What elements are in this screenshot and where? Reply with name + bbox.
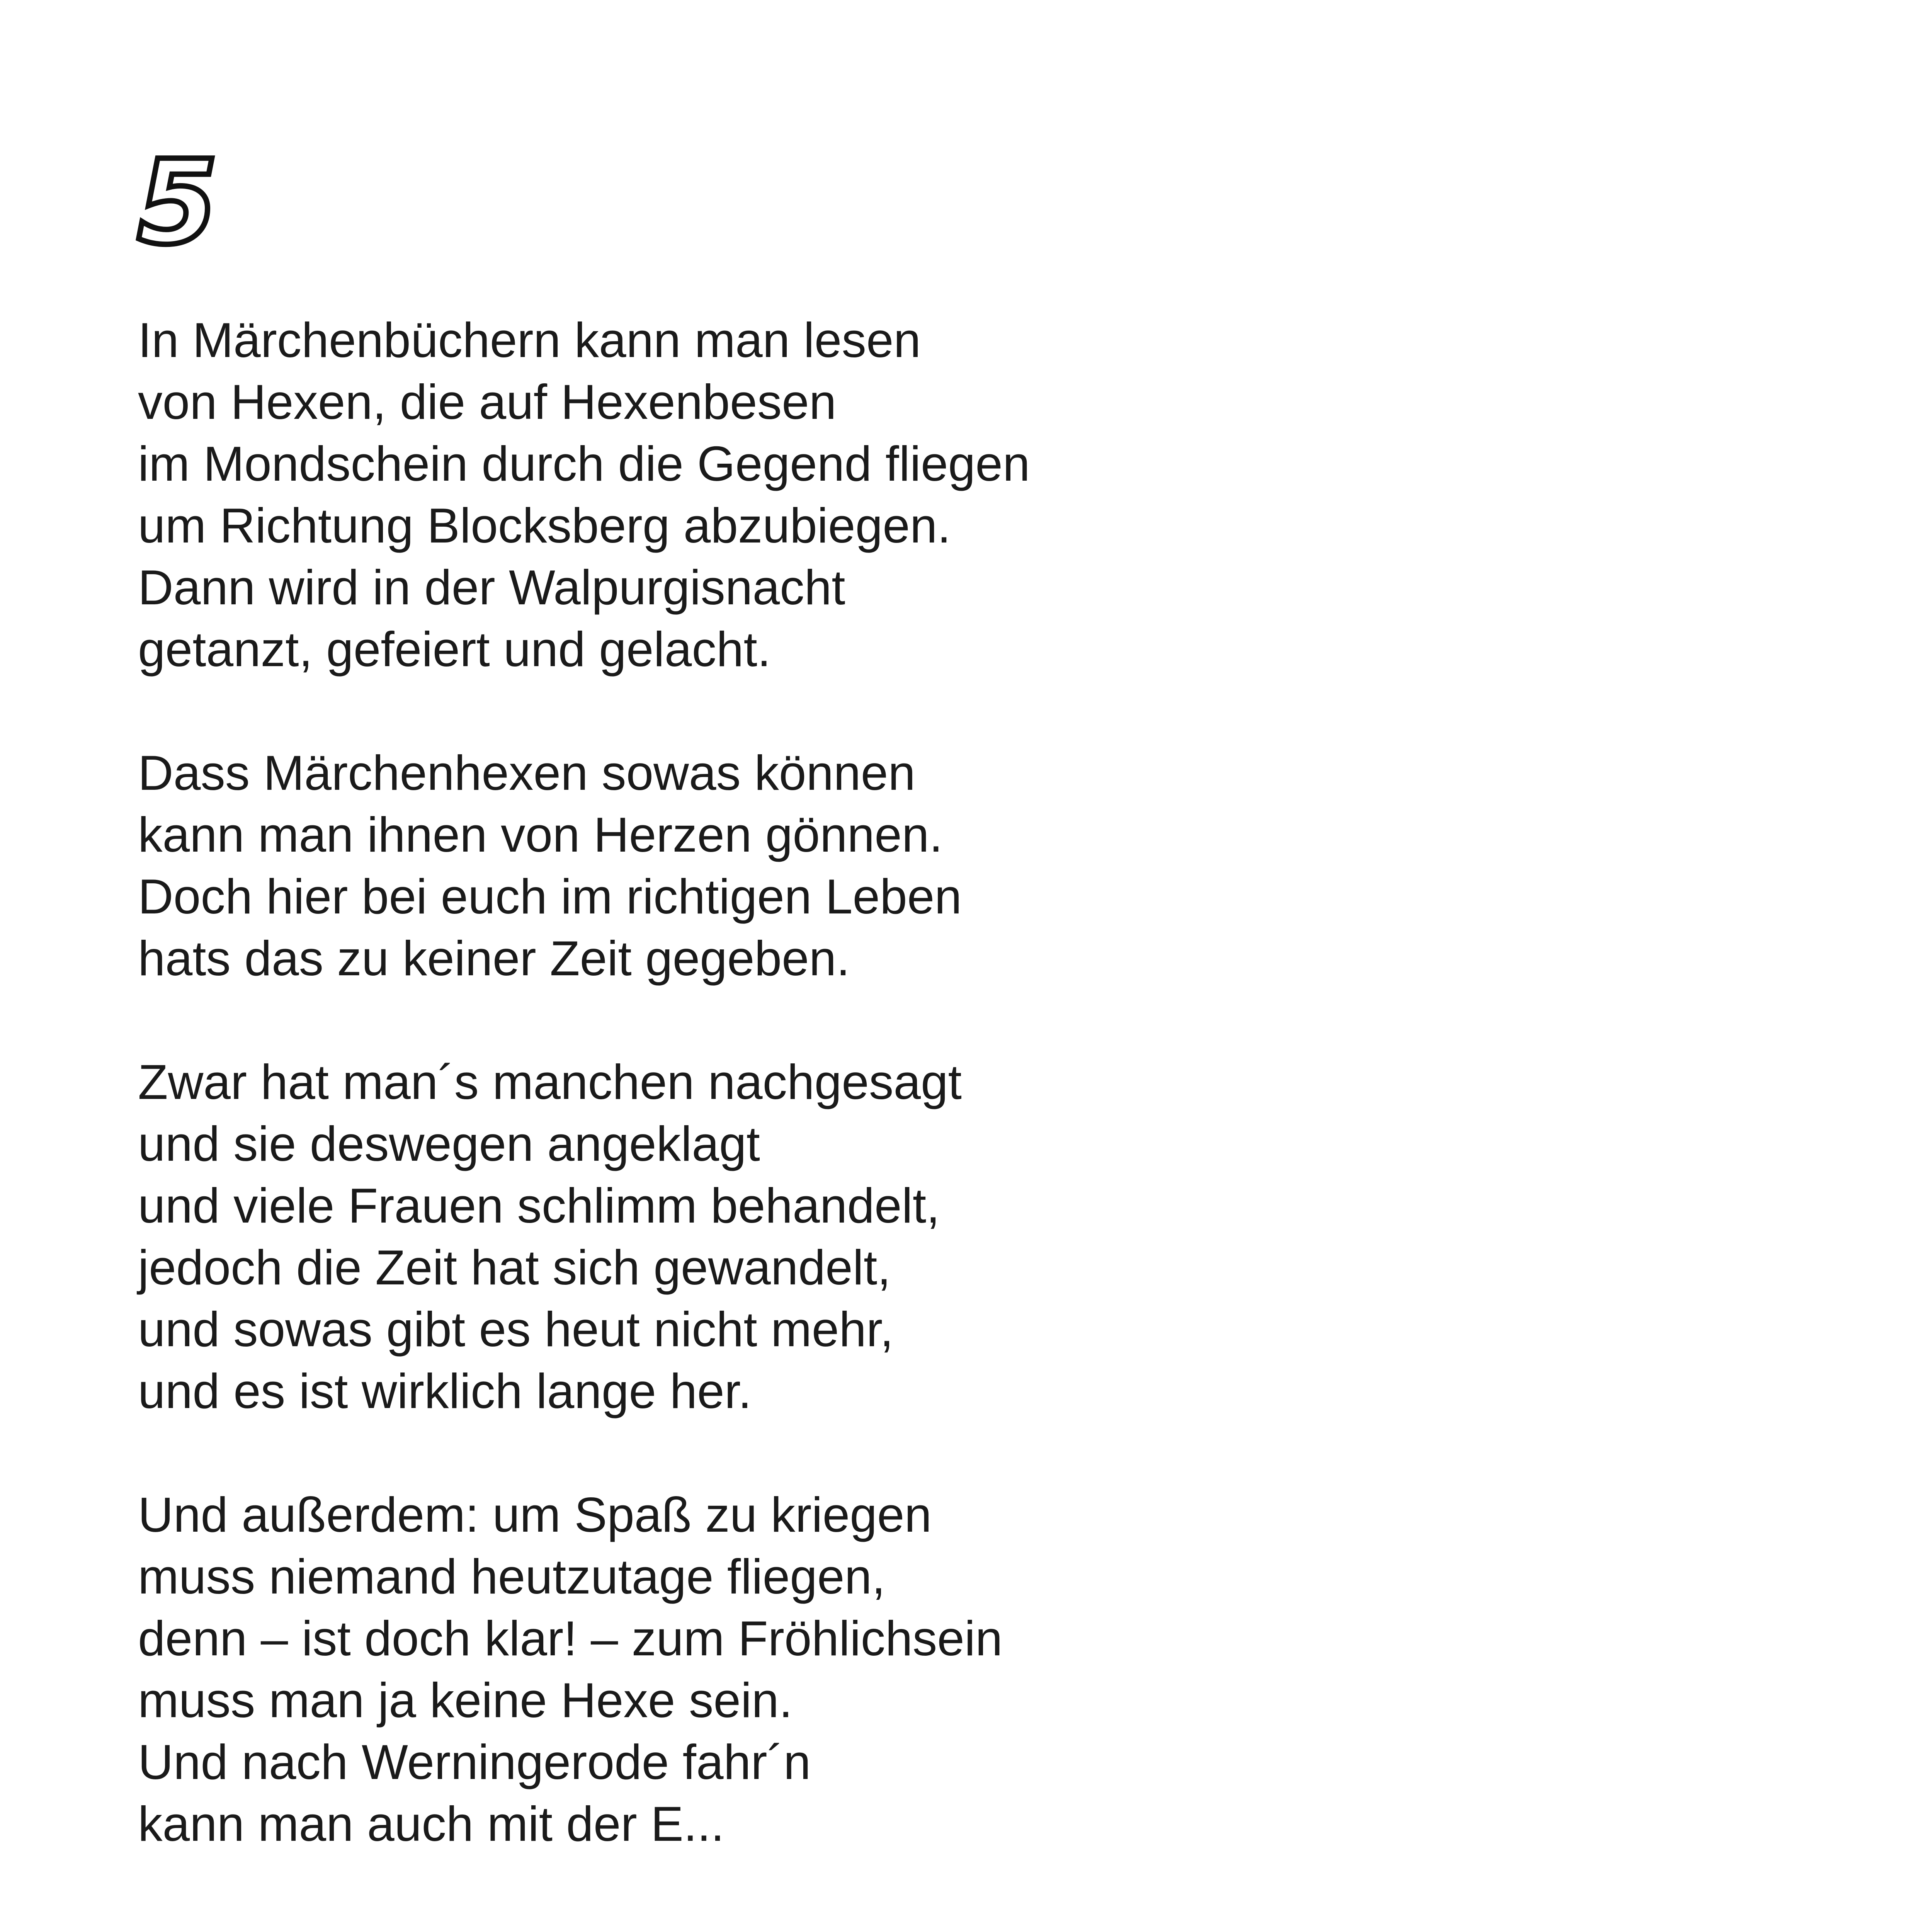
poem-line: Doch hier bei euch im richtigen Leben (138, 869, 962, 924)
poem-line: Dass Märchenhexen sowas können (138, 745, 915, 800)
poem-line: und es ist wirklich lange her. (138, 1364, 752, 1418)
poem-line: und sie deswegen angeklagt (138, 1116, 760, 1171)
poem-line: und sowas gibt es heut nicht mehr, (138, 1302, 894, 1357)
poem-line: um Richtung Blocksberg abzubiegen. (138, 498, 951, 553)
page-number: 5 (137, 135, 218, 270)
poem-line: getanzt, gefeiert und gelacht. (138, 622, 771, 677)
poem-line: Zwar hat man´s manchen nachgesagt (138, 1054, 962, 1109)
poem-line: im Mondschein durch die Gegend fliegen (138, 436, 1030, 491)
poem-line: Und nach Werningerode fahr´n (138, 1735, 811, 1789)
poem-line: und viele Frauen schlimm behandelt, (138, 1178, 940, 1233)
poem-line: muss niemand heutzutage fliegen, (138, 1549, 886, 1604)
poem-line: kann man auch mit der E... (138, 1796, 724, 1851)
poem-line: hats das zu keiner Zeit gegeben. (138, 931, 850, 986)
poem-line: muss man ja keine Hexe sein. (138, 1673, 793, 1728)
poem-line: In Märchenbüchern kann man lesen (138, 313, 921, 367)
poem-line: denn – ist doch klar! – zum Fröhlichsein (138, 1611, 1003, 1666)
poem-line: jedoch die Zeit hat sich gewandelt, (138, 1240, 891, 1295)
poem-line: kann man ihnen von Herzen gönnen. (138, 807, 943, 862)
poem-line: Und außerdem: um Spaß zu kriegen (138, 1487, 932, 1542)
poem-line: von Hexen, die auf Hexenbesen (138, 374, 837, 429)
poem-line: Dann wird in der Walpurgisnacht (138, 560, 845, 615)
